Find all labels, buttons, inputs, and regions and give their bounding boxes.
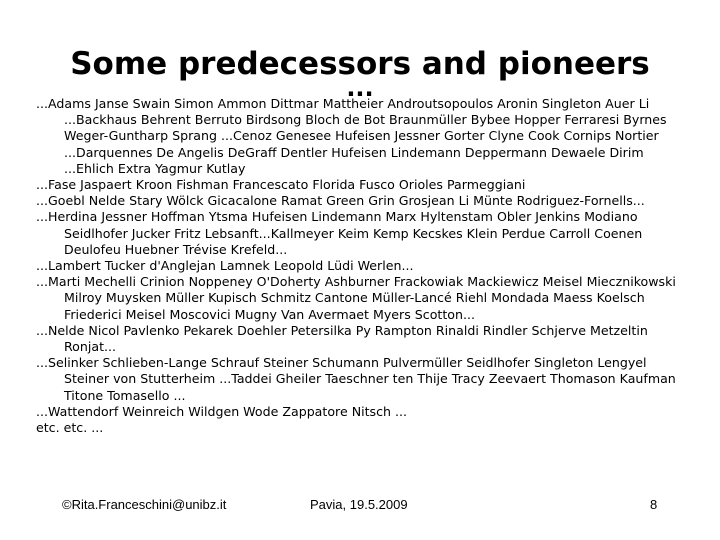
names-entry-8: ...Selinker Schlieben-Lange Schrauf Steiner Schumann Pulvermüller Seidlhofer Singleton Lengyel Steiner von Stutterheim ...Taddei Gheiler Taeschner ten Thije Tracy Zeevaert Thomason Kaufman Titone Tomasello ... [36,355,676,403]
names-list [36,96,686,436]
names-entry-9: ...Wattendorf Weinreich Wildgen Wode Zappatore Nitsch ... [36,403,408,419]
names-entry-1: ...Adams Janse Swain Simon Ammon Dittmar Mattheier Androutsopoulos Aronin Singleton Auer Li ...Backhaus Behrent Berruto Birdsong Bloch de Bot Braunmüller Bybee Hopper Ferraresi Byrnes Weger-Guntharp Sprang ...Cenoz Genesee Hufeisen Jessner Gorter Clyne Cook Cornips Nortier ...Darquennes De Angelis DeGraff Dentler Hufeisen Lindemann Deppermann Dewaele Dirim ...Ehlich Extra Yagmur Kutlay [36,96,667,176]
names-entry-10: etc. etc. ... [36,420,104,436]
names-entry-7: ...Nelde Nicol Pavlenko Pekarek Doehler Petersilka Py Rampton Rinaldi Rindler Schjerve Metzeltin Ronjat... [36,322,648,355]
names-entry-5: ...Lambert Tucker d'Anglejan Lamnek Leopold Lüdi Werlen... [36,258,414,274]
names-entry-2: ...Fase Jaspaert Kroon Fishman Francescato Florida Fusco Orioles Parmeggiani [36,177,526,193]
names-entry-6: ...Marti Mechelli Crinion Noppeney O'Doherty Ashburner Frackowiak Mackiewicz Meisel Miecznikowski Milroy Muysken Müller Kupisch Schmitz Cantone Müller-Lancé Riehl Mondada Maess Koelsch Friederici Meisel Moscovici Mugny Van Avermaet Myers Scotton... [36,274,676,322]
footer-place-date: Pavia, 19.5.2009 [310,497,408,512]
footer-page-number: 8 [650,497,658,512]
slide-title-text: Some predecessors and pioneers [70,46,650,82]
slide-title [40,46,680,102]
names-entry-4: ...Herdina Jessner Hoffman Ytsma Hufeisen Lindemann Marx Hyltenstam Obler Jenkins Modiano Seidlhofer Jucker Fritz Lebsanft...Kallmeyer Keim Kemp Kecskes Klein Perdue Carroll Coenen Deulofeu Huebner Trévise Krefeld... [36,209,643,257]
slide-title-ellipsis: ... [346,74,374,102]
names-entry-3: ...Goebl Nelde Stary Wölck Gicacalone Ramat Green Grin Grosjean Li Münte Rodriguez-Fornells... [36,193,645,209]
footer-author: ©Rita.Franceschini@unibz.it [62,497,227,512]
